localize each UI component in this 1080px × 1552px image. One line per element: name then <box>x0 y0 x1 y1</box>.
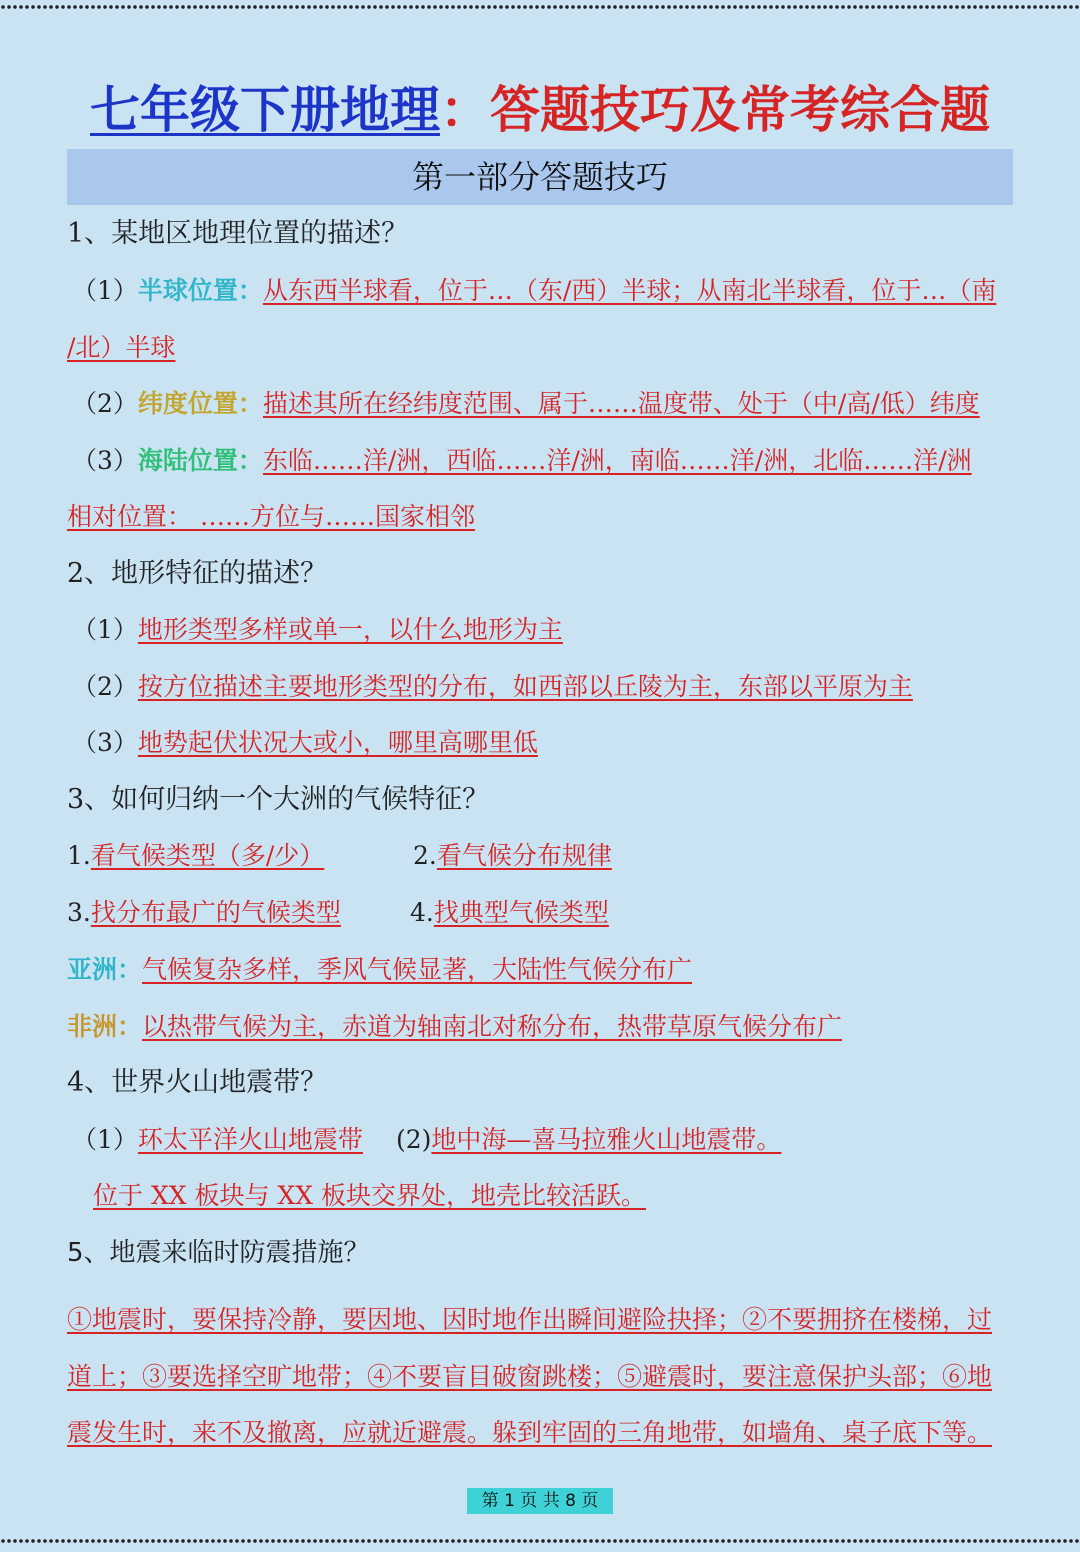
q3-step-1-answer: 看气候类型（多/少） <box>90 841 325 870</box>
question-1-title: 1、某地区地理位置的描述？ <box>67 218 409 249</box>
q3-africa <box>67 1007 842 1047</box>
q3-step-2 <box>413 836 612 876</box>
q3-africa-key: 非洲： <box>67 1012 143 1041</box>
q1-item-2-answer: 描述其所在经纬度范围、属于……温度带、处于（中/高/低）纬度 <box>262 389 980 418</box>
q3-asia-answer: 气候复杂多样，季风气候显著，大陆性气候分布广 <box>142 955 693 984</box>
q1-item-1-num: （1） <box>72 276 138 305</box>
q3-step-3 <box>67 893 341 933</box>
q1-item-2 <box>72 384 980 424</box>
q5-text-3: 震发生时，来不及撤离，应就近避震。躲到牢固的三角地带，如墙角、桌子底下等。 <box>67 1418 993 1447</box>
q3-step-1-num: 1. <box>67 841 91 870</box>
q1-item-3 <box>72 441 972 481</box>
q2-item-2-num: （2） <box>72 672 138 701</box>
q1-relative-text: 相对位置： ……方位与……国家相邻 <box>67 502 475 531</box>
q1-item-3-answer: 东临……洋/洲，西临……洋/洲，南临……洋/洲，北临……洋/洲 <box>262 446 972 475</box>
q4-item-2 <box>396 1120 781 1160</box>
q2-item-2 <box>72 667 913 707</box>
title-part2: 答题技巧及常考综合题 <box>490 80 990 139</box>
q1-item-2-num: （2） <box>72 389 138 418</box>
q3-step-3-num: 3. <box>67 898 91 927</box>
q1-relative <box>67 497 475 537</box>
q1-item-1-answer-cont: /北）半球 <box>67 333 176 362</box>
q4-note <box>93 1176 646 1216</box>
q5-text-2: 道上；③要选择空旷地带；④不要盲目破窗跳楼；⑤避震时，要注意保护头部；⑥地 <box>67 1362 993 1391</box>
question-5-title: 5、地震来临时防震措施？ <box>67 1238 370 1268</box>
q3-asia <box>67 950 692 990</box>
q2-item-3-num: （3） <box>72 728 138 757</box>
q4-item-1-num: （1） <box>72 1125 138 1154</box>
question-4-title: 4、世界火山地震带？ <box>67 1067 328 1098</box>
q3-step-4-num: 4. <box>410 898 434 927</box>
q3-step-4-answer: 找典型气候类型 <box>433 898 609 927</box>
title-colon: ： <box>440 80 490 139</box>
q4-item-1-answer: 环太平洋火山地震带 <box>137 1125 363 1154</box>
q2-item-2-answer: 按方位描述主要地形类型的分布，如西部以丘陵为主，东部以平原为主 <box>137 672 913 701</box>
q4-note-text: 位于 XX 板块与 XX 板块交界处，地壳比较活跃。 <box>93 1181 646 1210</box>
bottom-dotted-border <box>0 1538 1080 1544</box>
q2-item-1-num: （1） <box>72 615 138 644</box>
q3-asia-key: 亚洲： <box>67 955 143 984</box>
page-number: 第 1 页 共 8 页 <box>467 1488 613 1514</box>
q3-africa-answer: 以热带气候为主，赤道为轴南北对称分布，热带草原气候分布广 <box>142 1012 843 1041</box>
q2-item-1-answer: 地形类型多样或单一，以什么地形为主 <box>137 615 563 644</box>
q5-paragraph-line-1 <box>67 1300 992 1340</box>
question-3-title: 3、如何归纳一个大洲的气候特征？ <box>67 784 490 815</box>
q4-item-2-answer: 地中海—喜马拉雅火山地震带。 <box>431 1125 782 1154</box>
q1-item-2-key: 纬度位置： <box>137 389 263 418</box>
page-title <box>0 70 1080 142</box>
q5-paragraph-line-3 <box>67 1413 992 1453</box>
question-2-title: 2、地形特征的描述？ <box>67 558 328 589</box>
q1-item-3-num: （3） <box>72 446 138 475</box>
q1-item-1-key: 半球位置： <box>137 276 263 305</box>
title-part1: 七年级下册地理 <box>90 80 440 139</box>
q1-item-1-answer: 从东西半球看，位于…（东/西）半球；从南北半球看，位于…（南 <box>262 276 997 305</box>
q4-item-2-num: (2) <box>396 1125 432 1154</box>
q3-step-1 <box>67 836 324 876</box>
q3-step-2-num: 2. <box>413 841 437 870</box>
q5-text-1: ①地震时，要保持冷静，要因地、因时地作出瞬间避险抉择；②不要拥挤在楼梯，过 <box>67 1305 993 1334</box>
q3-step-4 <box>410 893 609 933</box>
section-heading: 第一部分答题技巧 <box>67 149 1013 205</box>
q5-paragraph-line-2 <box>67 1357 992 1397</box>
q2-item-3-answer: 地势起伏状况大或小，哪里高哪里低 <box>137 728 538 757</box>
q3-step-2-answer: 看气候分布规律 <box>436 841 612 870</box>
q1-item-1 <box>72 271 996 311</box>
q1-item-1-cont <box>67 328 175 368</box>
q1-item-3-key: 海陆位置： <box>137 446 263 475</box>
q2-item-1 <box>72 610 563 650</box>
q4-item-1 <box>72 1120 363 1160</box>
q3-step-3-answer: 找分布最广的气候类型 <box>90 898 341 927</box>
top-dotted-border <box>0 4 1080 10</box>
q2-item-3 <box>72 723 538 763</box>
